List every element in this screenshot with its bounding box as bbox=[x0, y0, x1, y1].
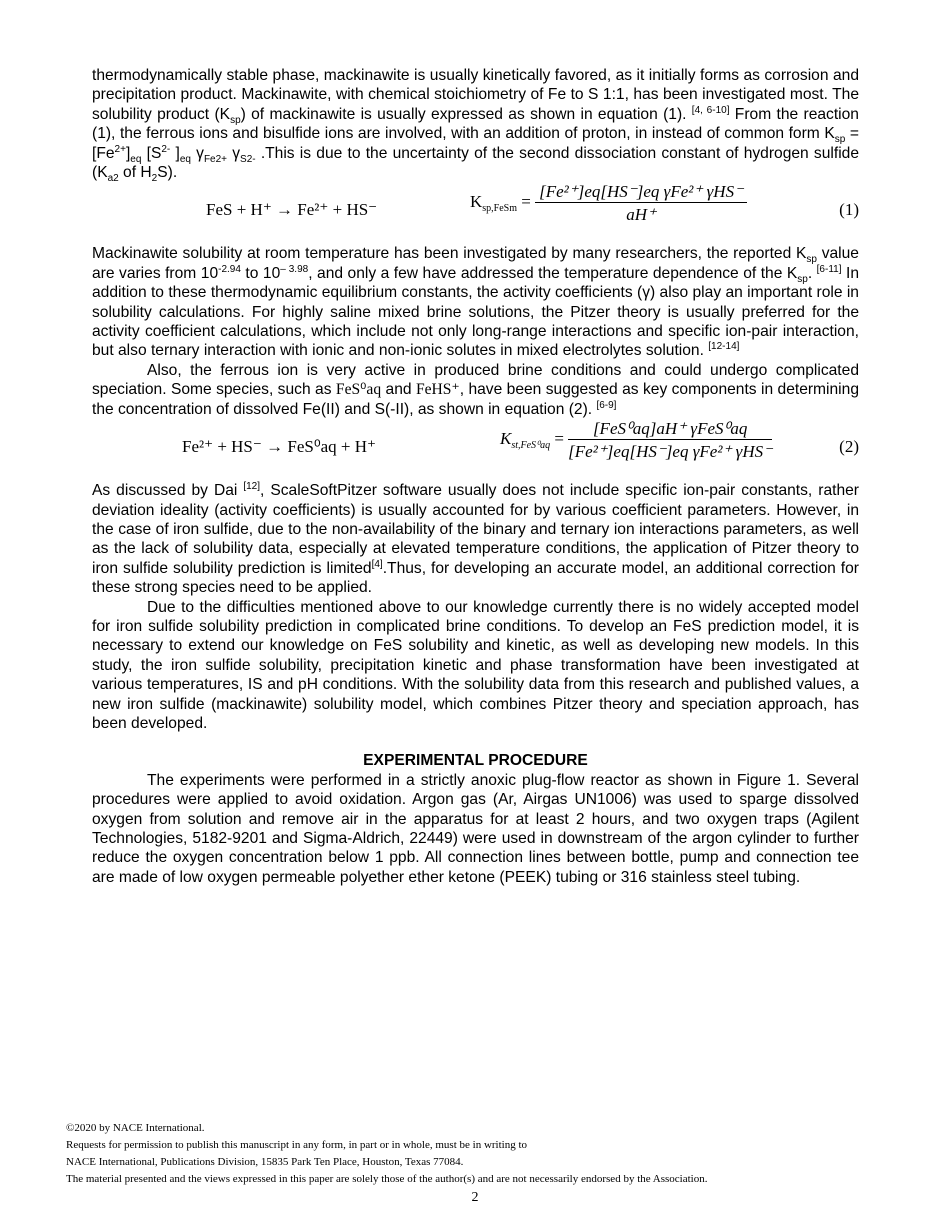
paragraph-2: Mackinawite solubility at room temperature has been investigated by many researchers, the reported $K_{sp}$ value are varies from $10^{-2.94}$ to $10^{- 3.98}$, and only a few have addressed the temperature dependence of the $K_{sp}$. [6-11] In addition to these thermodynamic equilibrium constants, the activity coefficients (γ) also play an important role in solubility calculations. For highly saline mixed brine solutions, the Pitzer theory is usually preferred for the activity coefficient calculations, which include not only long-range interactions and specific ion-pair interaction, but also ternary interaction with ionic and non-ionic solutes in mixed electrolytes solution. [12-14] bbox=[92, 245, 859, 360]
equation-1-denominator: aH⁺ bbox=[626, 204, 656, 224]
equation-2-denominator: [Fe²⁺]eq[HS⁻]eq γFe²⁺ γHS⁻ bbox=[568, 441, 773, 461]
paragraph-6: The experiments were performed in a strictly anoxic plug-flow reactor as shown in Figure 1. Several procedures were applied to avoid oxidation. Argon gas (Ar, Airgas UN1006) was used to sparge dissolved oxygen from solution and remove air in the apparatus for at least 2 hours, and two oxygen traps (Agilent Technologies, 5182-9201 and Sigma-Aldrich, 22449) were used in downstream of the argon cylinder to further reduce the oxygen concentration below 1 ppb. All connection lines between bottle, pump and connection tee are made of low oxygen permeable polyether ether ketone (PEEK) tubing or 316 stainless steel tubing. bbox=[92, 771, 859, 886]
equation-2-reaction: Fe²⁺ + HS⁻ → FeS⁰aq + H⁺ bbox=[182, 437, 377, 457]
footer-line: The material presented and the views expressed in this paper are solely those of the author(s) and are not necessarily endorsed by the Association. bbox=[66, 1173, 708, 1185]
equation-1-numerator: [Fe²⁺]eq[HS⁻]eq γFe²⁺ γHS⁻ bbox=[535, 182, 747, 202]
equation-2-expression: $K_{st,FeS^0aq}$ = $\frac{\text{[FeS⁰aq]aH⁺ γFeS⁰aq}}{\text{[Fe²⁺]eq[HS⁻]eq γFe²⁺ γHS⁻}}$ bbox=[500, 419, 773, 461]
paragraph-5: Due to the difficulties mentioned above to our knowledge currently there is no widely accepted model for iron sulfide solubility prediction in complicated brine conditions. To develop an FeS prediction model, it is necessary to extend our knowledge on FeS solubility and kinetic, as well as developing new models. In this study, the iron sulfide solubility, precipitation kinetic and phase transformation have been investigated at various temperatures, IS and pH conditions. With the solubility data from this research and published values, a new iron sulfide (mackinawite) solubility model, which combines Pitzer theory and speciation approach, has been developed. bbox=[92, 598, 859, 732]
footer-line: ©2020 by NACE International. bbox=[66, 1122, 205, 1134]
equation-1 bbox=[92, 182, 859, 244]
paragraph-4: As discussed by Dai [12], ScaleSoftPitzer software usually does not include specific ion-pair constants, rather deviation ideality (activity coefficients) is usually accounted for by various coefficient parameters. However, in the case of iron sulfide, due to the non-availability of the binary and ternary ion interactions parameters, as well as the lack of solubility data, especially at elevated temperature conditions, the application of Pitzer theory to iron sulfide solubility prediction is limited[4].Thus, for developing an accurate model, an additional correction for these strong species need to be applied. bbox=[92, 480, 859, 597]
equation-1-number: (1) bbox=[839, 200, 859, 220]
equation-2-numerator: [FeS⁰aq]aH⁺ γFeS⁰aq bbox=[568, 419, 772, 439]
equation-2 bbox=[92, 419, 859, 481]
equation-1-expression: $K_{sp,FeSm}$ = $\frac{\text{[Fe²⁺]eq[HS⁻]eq γFe²⁺ γHS⁻}}{aH^+}$ bbox=[470, 182, 747, 224]
page-body bbox=[92, 66, 859, 887]
copyright-footer bbox=[66, 1120, 886, 1188]
footer-line: Requests for permission to publish this manuscript in any form, in part or in whole, must be in writing to bbox=[66, 1139, 528, 1151]
paragraph-3: Also, the ferrous ion is very active in produced brine conditions and could undergo complicated speciation. Some species, such as FeS⁰aq and FeHS⁺, have been suggested as key components in determining the concentration of dissolved Fe(II) and S(-II), as shown in equation (2). [6-9] bbox=[92, 361, 859, 418]
footer-line: NACE International, Publications Division, 15835 Park Ten Place, Houston, Texas 77084. bbox=[66, 1156, 464, 1168]
page-number: 2 bbox=[471, 1190, 479, 1205]
equation-2-number: (2) bbox=[839, 437, 859, 457]
section-heading: EXPERIMENTAL PROCEDURE bbox=[363, 752, 588, 770]
paragraph-1: thermodynamically stable phase, mackinawite is usually kinetically favored, as it initially forms as corrosion and precipitation product. Mackinawite, with chemical stoichiometry of Fe to S 1:1, has been investigated most. The solubility product $(K_{sp})$ of mackinawite is usually expressed as shown in equation (1). [4, 6-10] From the reaction (1), the ferrous ions and bisulfide ions are involved, with an addition of proton, in instead of common form $K_{sp} = [Fe^{2+}]_{eq}$ [$S^{2-}$ ]$_{eq}$ $\gamma_{Fe2+}$ $\gamma_{S2-}$ .This is due to the uncertainty of the second dissociation constant of hydrogen sulfide ($K_{a2}$ of $H_2S$). bbox=[92, 67, 860, 185]
equation-1-reaction: FeS + H⁺ → Fe²⁺ + HS⁻ bbox=[206, 200, 378, 220]
